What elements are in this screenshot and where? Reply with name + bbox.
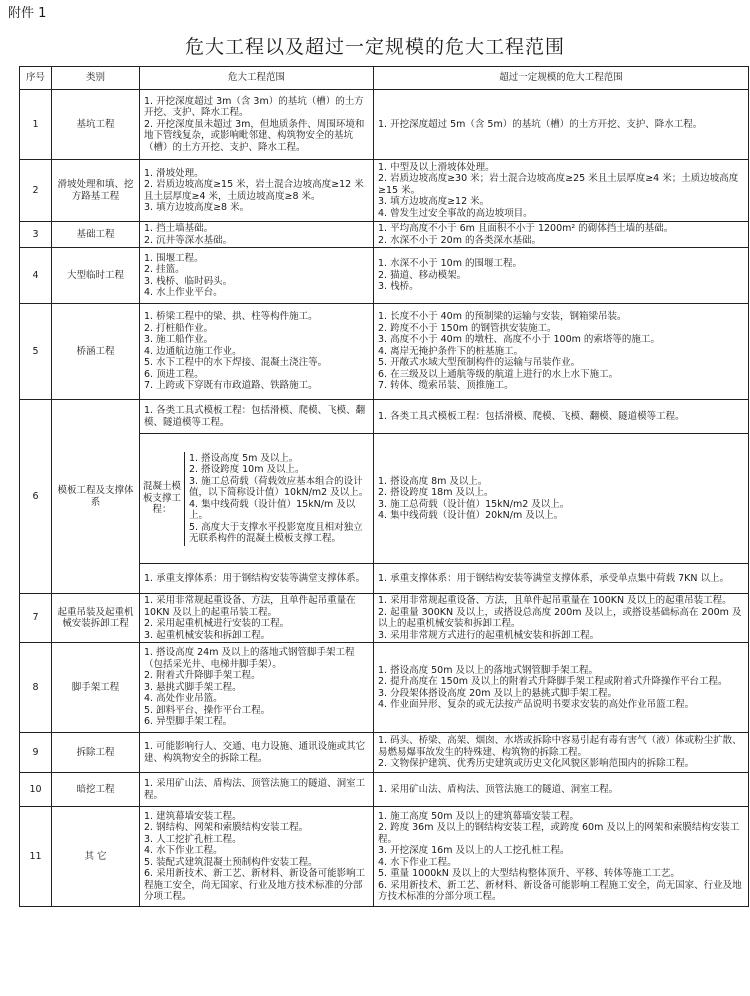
scope-cell <box>140 90 374 160</box>
row-number: 5 <box>20 304 52 400</box>
header-large-scope: 超过一定规模的危大工程范围 <box>374 67 749 90</box>
scope-line: 3. 栈桥。 <box>378 281 419 293</box>
scope-line: 3. 起重机械安装和拆卸工程。 <box>144 629 271 641</box>
scope-line: 2. 跨度 36m 及以上的钢结构安装工程，或跨度 60m 及以上的网架和索膜结构安装工程。 <box>378 822 740 845</box>
scope-line: 4. 集中线荷载（设计值）15kN/m 及以上。 <box>189 498 356 521</box>
large-scope-cell <box>374 733 749 773</box>
row-number: 9 <box>20 733 52 773</box>
scope-line: 3. 施工总荷载（荷载效应基本组合的设计值，以下简称设计值）10kN/m2 及以上。 <box>189 475 369 498</box>
scope-line: 2. 水深不小于 20m 的各类深水基础。 <box>378 234 541 246</box>
row-number: 2 <box>20 160 52 222</box>
table-row <box>20 733 749 773</box>
large-scope-cell <box>374 594 749 643</box>
scope-line: 1. 搭设高度 8m 及以上。 <box>378 475 488 487</box>
scope-line: 2. 跨度不小于 150m 的钢管拱安装施工。 <box>378 322 557 334</box>
scope-line: 1. 开挖深度超过 3m（含 3m）的基坑（槽）的土方开挖、支护、降水工程。 <box>144 95 364 119</box>
scope-line: 5. 水下工程中的水下焊接、混凝土浇注等。 <box>144 357 328 369</box>
scope-line: 2. 沉井等深水基础。 <box>144 234 233 246</box>
large-scope-cell <box>374 248 749 304</box>
table-row <box>20 400 749 434</box>
large-scope-cell <box>374 434 749 564</box>
scope-line: 3. 人工挖扩孔桩工程。 <box>144 833 242 845</box>
scope-line: 1. 长度不小于 40m 的预制梁的运输与安装，钢箱梁吊装。 <box>378 311 627 323</box>
subtable-row <box>140 452 373 546</box>
header-no: 序号 <box>20 67 52 90</box>
attachment-label: 附件 1 <box>8 6 47 21</box>
scope-line: 1. 搭设高度 50m 及以上的落地式钢管脚手架工程。 <box>378 664 598 676</box>
scope-cell <box>140 773 374 807</box>
scope-line: 3. 分段架体搭设高度 20m 及以上的悬挑式脚手架工程。 <box>378 687 617 699</box>
scope-line: 5. 开敞式水域大型预制构件的运输与吊装作业。 <box>378 357 581 369</box>
scope-line: 6. 采用新技术、新工艺、新材料、新设备可能影响工程施工安全，尚无国家、行业及地方技术标准的分部分项工程。 <box>144 868 366 902</box>
table-row <box>20 90 749 160</box>
scope-line: 1. 采用非常规起重设备、方法，且单件起吊重量在 10KN 及以上的起重吊装工程。 <box>144 595 356 618</box>
row-number: 3 <box>20 222 52 248</box>
scope-line: 2. 开挖深度虽未超过 3m，但地质条件、周围环境和地下管线复杂，或影响毗邻建、构筑物安全的基坑（槽）的土方开挖、支护、降水工程。 <box>144 118 365 153</box>
table-row <box>20 807 749 907</box>
row-category: 基础工程 <box>52 222 140 248</box>
row-number: 7 <box>20 594 52 643</box>
row-number: 6 <box>20 400 52 594</box>
scope-cell <box>140 434 374 564</box>
scope-line: 1. 搭设高度 24m 及以上的落地式钢管脚手架工程（包括采光井、电梯井脚手架）。 <box>144 647 355 670</box>
scope-line: 6. 顶进工程。 <box>144 368 204 380</box>
scope-line: 1. 开挖深度超过 5m（含 5m）的基坑（槽）的土方开挖、支护、降水工程。 <box>378 118 703 130</box>
header-scope: 危大工程范围 <box>140 67 374 90</box>
scope-line: 1. 建筑幕墙安装工程。 <box>144 810 242 822</box>
scope-line: 2. 猫道、移动模架。 <box>378 269 467 281</box>
row-category: 滑坡处理和填、挖方路基工程 <box>52 160 140 222</box>
scope-line: 3. 高度不小于 40m 的墩柱、高度不小于 100m 的索塔等的施工。 <box>378 334 660 346</box>
scope-line: 2. 附着式升降脚手架工程。 <box>144 670 261 682</box>
scope-line: 3. 填方边坡高度≥12 米。 <box>378 196 490 208</box>
scope-line: 1. 承重支撑体系：用于钢结构安装等满堂支撑体系。 <box>144 572 366 584</box>
scope-cell <box>140 594 374 643</box>
row-number: 1 <box>20 90 52 160</box>
row-number: 8 <box>20 643 52 733</box>
scope-line: 1. 码头、桥梁、高架、烟囱、水塔或拆除中容易引起有毒有害气（液）体或粉尘扩散、易燃易爆事故发生的特殊建、构筑物的拆除工程。 <box>378 735 742 758</box>
scope-line: 3. 悬挑式脚手架工程。 <box>144 681 242 693</box>
scope-line: 5. 重量 1000kN 及以上的大型结构整体顶升、平移、转体等施工工艺。 <box>378 868 680 879</box>
scope-line: 5. 卸料平台、操作平台工程。 <box>144 704 271 716</box>
table-row <box>20 248 749 304</box>
scope-line: 1. 采用矿山法、盾构法、顶管法施工的隧道、洞室工程。 <box>144 778 366 801</box>
row-category: 其 它 <box>52 807 140 907</box>
scope-line: 5. 装配式建筑混凝土预制构件安装工程。 <box>144 856 318 868</box>
page-title: 危大工程以及超过一定规模的危大工程范围 <box>184 36 565 58</box>
scope-line: 6. 在三级及以上通航等级的航道上进行的水上水下施工。 <box>378 368 619 380</box>
formwork-support-items <box>185 452 374 546</box>
header-category: 类别 <box>52 67 140 90</box>
scope-cell <box>140 564 374 594</box>
row-category: 桥涵工程 <box>52 304 140 400</box>
scope-cell <box>140 643 374 733</box>
scope-line: 3. 填方边坡高度≥8 米。 <box>144 202 250 213</box>
scope-line: 1. 挡土墙基础。 <box>144 223 214 234</box>
scope-line: 2. 搭设跨度 18m 及以上。 <box>378 487 494 498</box>
scope-line: 1. 搭设高度 5m 及以上。 <box>189 452 299 464</box>
scope-line: 1. 承重支撑体系：用于钢结构安装等满堂支撑体系，承受单点集中荷载 7KN 以上。 <box>378 572 730 584</box>
scope-line: 1. 可能影响行人、交通、电力设施、通讯设施或其它建、构筑物安全的拆除工程。 <box>144 741 366 764</box>
scope-line: 4. 水下作业工程。 <box>144 845 223 856</box>
scope-line: 4. 曾发生过安全事故的高边坡项目。 <box>378 207 533 219</box>
scope-line: 6. 异型脚手架工程。 <box>144 716 233 728</box>
scope-line: 4. 高处作业吊篮。 <box>144 693 223 705</box>
scope-line: 3. 施工总荷载（设计值）15kN/m2 及以上。 <box>378 498 570 510</box>
scope-line: 7. 上跨或下穿既有市政道路、铁路施工。 <box>144 380 318 392</box>
scope-line: 2. 挂篮。 <box>144 264 185 275</box>
scope-line: 1. 平均高度不小于 6m 且面积不小于 1200m² 的砌体挡土墙的基础。 <box>378 223 674 234</box>
scope-line: 2. 起重量 300KN 及以上，或搭设总高度 200m 及以上，或搭设基础标高在 200m 及以上的起重机械安装和拆卸工程。 <box>378 606 742 629</box>
scope-line: 1. 采用非常规起重设备、方法，且单件起吊重量在 100KN 及以上的起重吊装工程。 <box>378 595 732 606</box>
scope-line: 2. 采用起重机械进行安装的工程。 <box>144 618 290 629</box>
scope-line: 4. 作业面异形、复杂的或无法按产品说明书要求安装的高处作业吊篮工程。 <box>378 699 695 710</box>
scope-line: 4. 集中线荷载（设计值）20kN/m 及以上。 <box>378 510 564 521</box>
scope-line: 1. 围堰工程。 <box>144 252 204 264</box>
scope-line: 3. 施工船作业。 <box>144 334 214 346</box>
scope-line: 1. 中型及以上滑坡体处理。 <box>378 161 495 173</box>
row-number: 4 <box>20 248 52 304</box>
scope-line: 1. 各类工具式模板工程：包括滑模、爬模、飞模、翻模、隧道模等工程。 <box>378 410 685 422</box>
row-category: 模板工程及支撑体系 <box>52 400 140 594</box>
table-row <box>20 643 749 733</box>
table-row <box>20 160 749 222</box>
scope-cell <box>140 733 374 773</box>
scope-line: 4. 离岸无掩护条件下的桩基施工。 <box>378 345 524 357</box>
scope-table <box>19 66 749 907</box>
scope-line: 4. 水下作业工程。 <box>378 856 457 868</box>
scope-line: 2. 搭设跨度 10m 及以上。 <box>189 464 305 475</box>
large-scope-cell <box>374 400 749 434</box>
row-category: 大型临时工程 <box>52 248 140 304</box>
scope-line: 3. 栈桥、临时码头。 <box>144 275 233 287</box>
large-scope-cell <box>374 160 749 222</box>
scope-line: 1. 水深不小于 10m 的围堰工程。 <box>378 258 522 270</box>
large-scope-cell <box>374 773 749 807</box>
scope-cell <box>140 160 374 222</box>
scope-line: 1. 采用矿山法、盾构法、顶管法施工的隧道、洞室工程。 <box>378 783 619 795</box>
scope-line: 2. 打桩船作业。 <box>144 322 214 334</box>
scope-cell <box>140 304 374 400</box>
scope-line: 2. 岩质边坡高度≥30 米；岩土混合边坡高度≥25 米且土层厚度≥4 米；土质边坡高度≥15 米。 <box>378 173 739 196</box>
row-category: 脚手架工程 <box>52 643 140 733</box>
row-number: 11 <box>20 807 52 907</box>
scope-cell <box>140 807 374 907</box>
scope-line: 4. 水上作业平台。 <box>144 287 223 298</box>
scope-line: 2. 提升高度在 150m 及以上的附着式升降脚手架工程或附着式升降操作平台工程。 <box>378 676 728 687</box>
scope-line: 3. 开挖深度 16m 及以上的人工挖孔桩工程。 <box>378 845 570 856</box>
row-category: 起重吊装及起重机械安装拆卸工程 <box>52 594 140 643</box>
large-scope-cell <box>374 807 749 907</box>
table-row <box>20 594 749 643</box>
scope-line: 6. 采用新技术、新工艺、新材料、新设备可能影响工程施工安全，尚无国家、行业及地方技术标准的分部分项工程。 <box>378 879 742 902</box>
scope-line: 1. 桥梁工程中的梁、拱、柱等构件施工。 <box>144 311 318 323</box>
row-category: 拆除工程 <box>52 733 140 773</box>
table-row <box>20 222 749 248</box>
table-row <box>20 304 749 400</box>
scope-cell <box>140 222 374 248</box>
scope-line: 7. 转体、缆索吊装、顶推施工。 <box>378 380 514 392</box>
large-scope-cell <box>374 304 749 400</box>
row-category: 暗挖工程 <box>52 773 140 807</box>
scope-line: 5. 高度大于支撑水平投影宽度且相对独立无联系构件的混凝土模板支撑工程。 <box>189 521 363 544</box>
header-row <box>20 67 749 90</box>
scope-line: 1. 施工高度 50m 及以上的建筑幕墙安装工程。 <box>378 810 579 822</box>
row-category: 基坑工程 <box>52 90 140 160</box>
scope-cell <box>140 248 374 304</box>
row-number: 10 <box>20 773 52 807</box>
scope-line: 1. 各类工具式模板工程：包括滑模、爬模、飞模、翻模、隧道模等工程。 <box>144 405 366 428</box>
scope-line: 4. 边通航边施工作业。 <box>144 345 242 357</box>
large-scope-cell <box>374 564 749 594</box>
formwork-subtable <box>140 452 373 546</box>
large-scope-cell <box>374 222 749 248</box>
scope-line: 2. 岩质边坡高度≥15 米，岩土混合边坡高度≥12 米且土层厚度≥4 米，土质边坡高度≥8 米。 <box>144 179 364 202</box>
formwork-support-label: 混凝土模板支撑工程： <box>140 452 185 546</box>
scope-line: 1. 滑坡处理。 <box>144 167 204 179</box>
scope-line: 2. 文物保护建筑、优秀历史建筑或历史文化风貌区影响范围内的拆除工程。 <box>378 758 695 770</box>
large-scope-cell <box>374 90 749 160</box>
table-row <box>20 773 749 807</box>
scope-cell <box>140 400 374 434</box>
scope-line: 3. 采用非常规方式进行的起重机械安装和拆卸工程。 <box>378 629 600 641</box>
large-scope-cell <box>374 643 749 733</box>
scope-line: 2. 钢结构、网架和索膜结构安装工程。 <box>144 822 309 833</box>
